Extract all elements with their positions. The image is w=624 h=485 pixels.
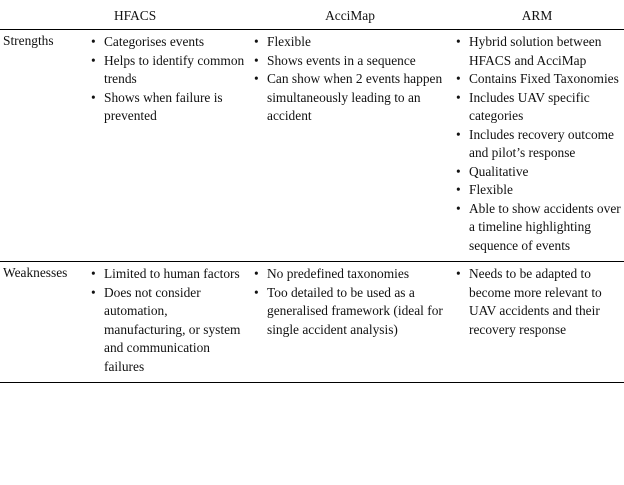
weaknesses-accimap-cell bbox=[250, 262, 450, 383]
list-item: • Helps to identify common trends bbox=[88, 52, 250, 89]
list-item: • Can show when 2 events happen simultaneously leading to an accident bbox=[251, 70, 446, 126]
strengths-accimap-list bbox=[251, 33, 446, 126]
list-item: • Contains Fixed Taxonomies bbox=[453, 70, 622, 89]
list-item: • Categorises events bbox=[88, 33, 250, 52]
weaknesses-accimap-list bbox=[251, 265, 446, 339]
header-hfacs: HFACS bbox=[86, 4, 250, 30]
list-item: • Limited to human factors bbox=[88, 265, 250, 284]
comparison-table bbox=[0, 4, 624, 383]
strengths-hfacs-cell bbox=[86, 30, 250, 262]
weaknesses-arm-cell bbox=[450, 262, 624, 383]
strengths-arm-list bbox=[453, 33, 622, 255]
list-item: • Too detailed to be used as a generalised framework (ideal for single accident analysis) bbox=[251, 284, 446, 340]
strengths-accimap-cell bbox=[250, 30, 450, 262]
list-item: • No predefined taxonomies bbox=[251, 265, 446, 284]
list-item: • Does not consider automation, manufacturing, or system and communication failures bbox=[88, 284, 250, 377]
list-item: • Hybrid solution between HFACS and AcciMap bbox=[453, 33, 622, 70]
header-empty bbox=[0, 4, 86, 30]
weaknesses-arm-list bbox=[453, 265, 622, 339]
weaknesses-hfacs-cell bbox=[86, 262, 250, 383]
list-item: • Flexible bbox=[453, 181, 622, 200]
list-item: • Flexible bbox=[251, 33, 446, 52]
table-row bbox=[0, 262, 624, 383]
list-item: • Able to show accidents over a timeline highlighting sequence of events bbox=[453, 200, 622, 256]
header-accimap: AcciMap bbox=[250, 4, 450, 30]
weaknesses-hfacs-list bbox=[88, 265, 250, 376]
list-item: • Shows when failure is prevented bbox=[88, 89, 250, 126]
list-item: • Includes recovery outcome and pilot’s response bbox=[453, 126, 622, 163]
table-row bbox=[0, 30, 624, 262]
list-item: • Includes UAV specific categories bbox=[453, 89, 622, 126]
row-label-weaknesses: Weaknesses bbox=[0, 262, 86, 383]
list-item: • Qualitative bbox=[453, 163, 622, 182]
strengths-arm-cell bbox=[450, 30, 624, 262]
list-item: • Shows events in a sequence bbox=[251, 52, 446, 71]
strengths-hfacs-list bbox=[88, 33, 250, 126]
row-label-strengths: Strengths bbox=[3, 33, 54, 48]
list-item: • Needs to be adapted to become more relevant to UAV accidents and their recovery response bbox=[453, 265, 622, 339]
header-arm: ARM bbox=[450, 4, 624, 30]
header-row bbox=[0, 4, 624, 30]
